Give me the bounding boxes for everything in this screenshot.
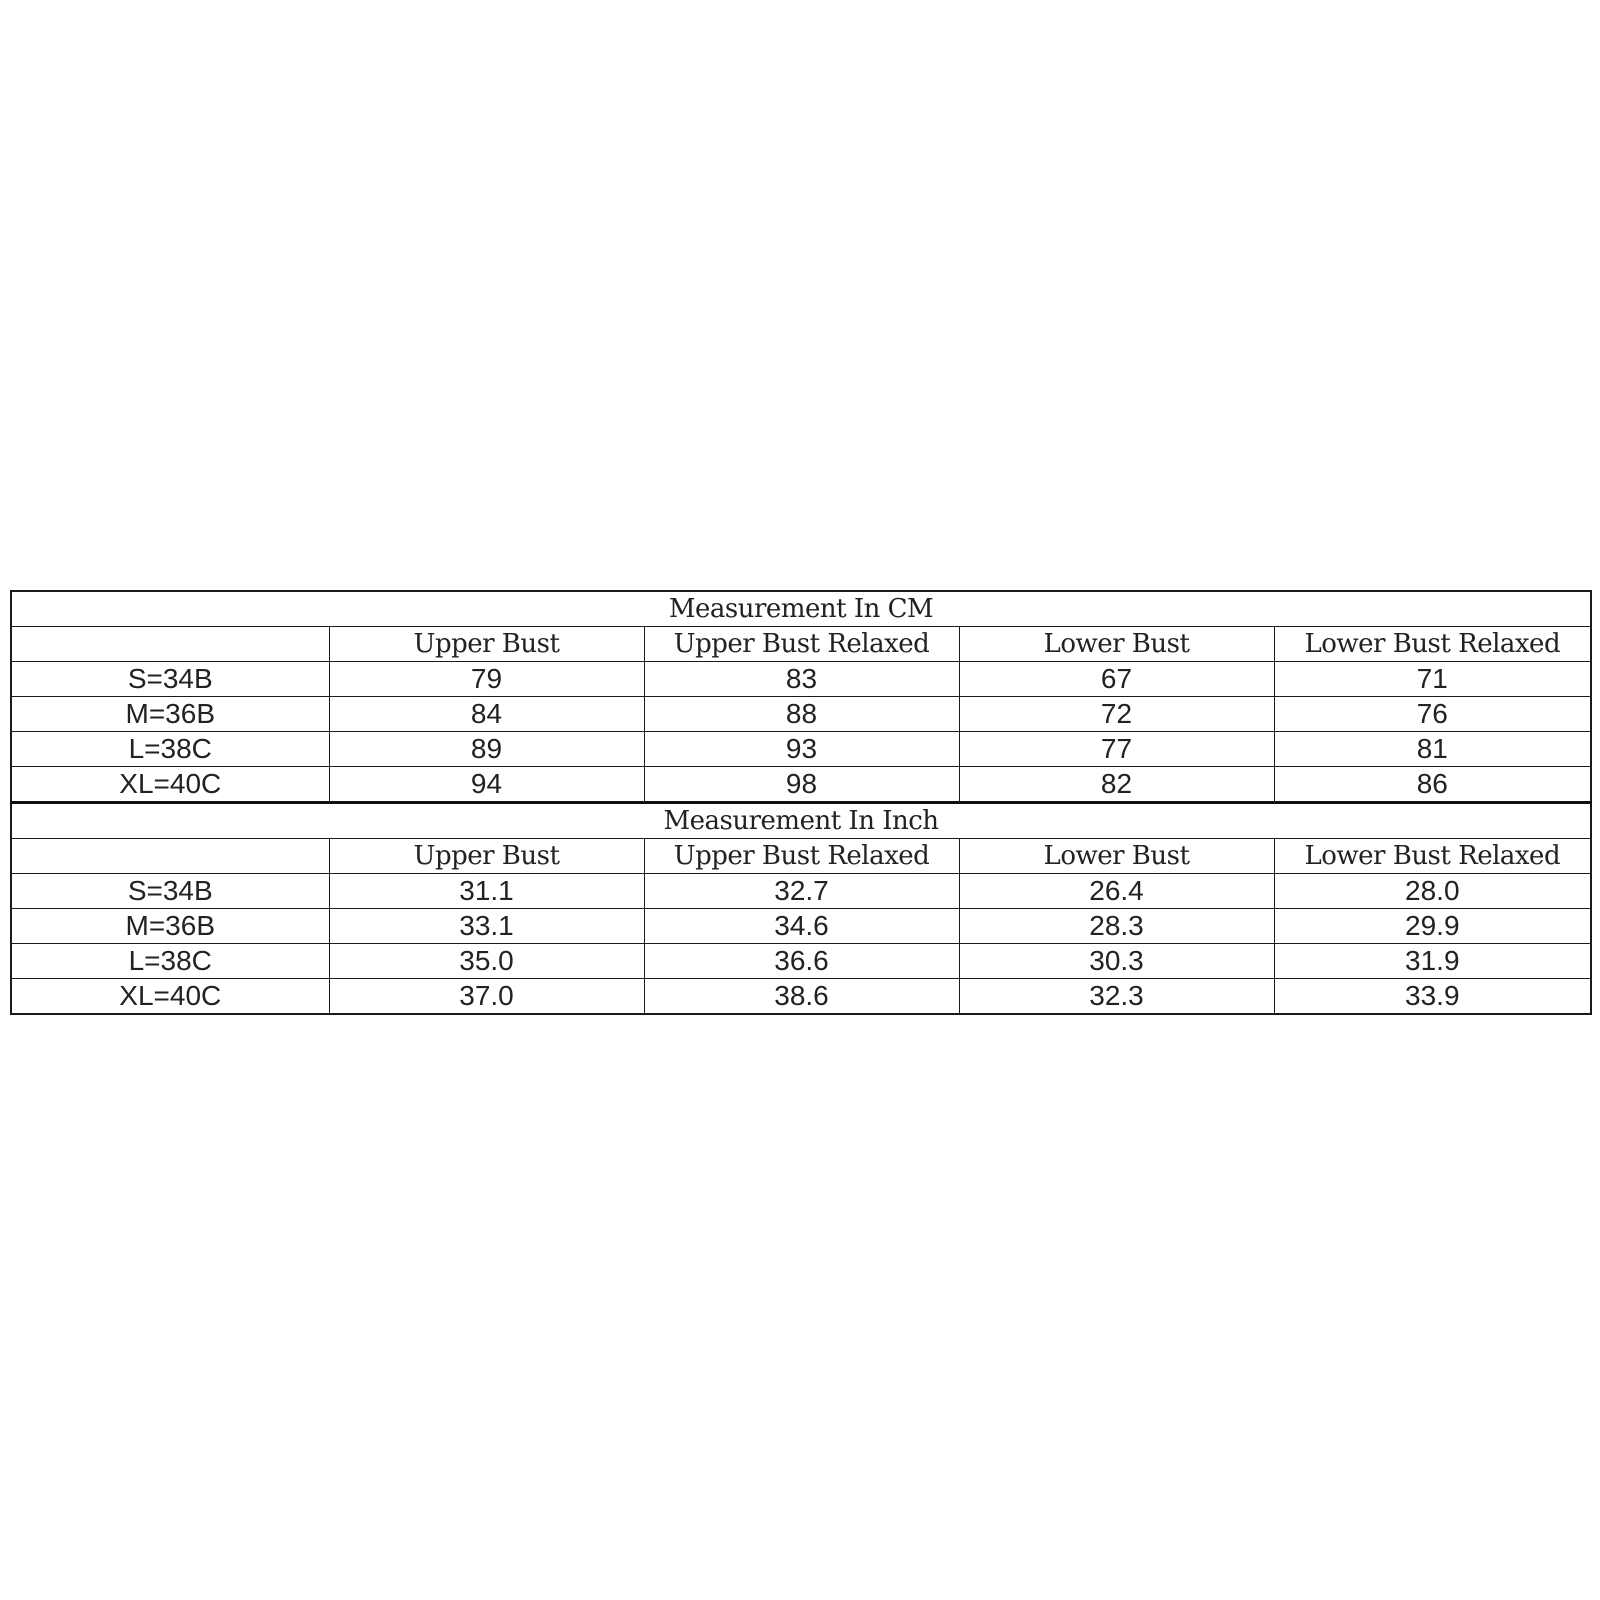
table-cell: 33.1 bbox=[329, 909, 644, 944]
column-header-lower-bust-relaxed: Lower Bust Relaxed bbox=[1274, 839, 1591, 874]
table-cell: 88 bbox=[644, 697, 959, 732]
size-label: XL=40C bbox=[11, 979, 329, 1015]
table-cell: 30.3 bbox=[959, 944, 1274, 979]
table-cell: 32.3 bbox=[959, 979, 1274, 1015]
table-cell: 32.7 bbox=[644, 874, 959, 909]
table-cell: 36.6 bbox=[644, 944, 959, 979]
table-cell: 31.9 bbox=[1274, 944, 1591, 979]
table-cell: 98 bbox=[644, 767, 959, 803]
table-row bbox=[11, 732, 1591, 767]
table-cell: 26.4 bbox=[959, 874, 1274, 909]
column-header-upper-bust: Upper Bust bbox=[329, 839, 644, 874]
table-cell: 83 bbox=[644, 662, 959, 697]
table-cell: 34.6 bbox=[644, 909, 959, 944]
table-row bbox=[11, 909, 1591, 944]
column-header-size bbox=[11, 839, 329, 874]
cm-section bbox=[11, 591, 1591, 803]
table-row bbox=[11, 662, 1591, 697]
size-label: S=34B bbox=[11, 662, 329, 697]
table-cell: 38.6 bbox=[644, 979, 959, 1015]
column-header-lower-bust: Lower Bust bbox=[959, 839, 1274, 874]
table-cell: 28.0 bbox=[1274, 874, 1591, 909]
table-cell: 37.0 bbox=[329, 979, 644, 1015]
table-cell: 77 bbox=[959, 732, 1274, 767]
table-row bbox=[11, 979, 1591, 1015]
size-label: M=36B bbox=[11, 909, 329, 944]
size-label: M=36B bbox=[11, 697, 329, 732]
table-cell: 93 bbox=[644, 732, 959, 767]
table-cell: 72 bbox=[959, 697, 1274, 732]
column-header-row bbox=[11, 839, 1591, 874]
table-cell: 82 bbox=[959, 767, 1274, 803]
column-header-upper-bust: Upper Bust bbox=[329, 627, 644, 662]
column-header-lower-bust-relaxed: Lower Bust Relaxed bbox=[1274, 627, 1591, 662]
column-header-upper-bust-relaxed: Upper Bust Relaxed bbox=[644, 839, 959, 874]
column-header-size bbox=[11, 627, 329, 662]
size-label: XL=40C bbox=[11, 767, 329, 803]
table-cell: 81 bbox=[1274, 732, 1591, 767]
table-cell: 71 bbox=[1274, 662, 1591, 697]
section-title: Measurement In CM bbox=[11, 591, 1591, 627]
table-cell: 89 bbox=[329, 732, 644, 767]
size-chart-table bbox=[10, 590, 1592, 1015]
table-row bbox=[11, 944, 1591, 979]
table-row bbox=[11, 874, 1591, 909]
column-header-lower-bust: Lower Bust bbox=[959, 627, 1274, 662]
size-label: S=34B bbox=[11, 874, 329, 909]
size-label: L=38C bbox=[11, 944, 329, 979]
table-cell: 31.1 bbox=[329, 874, 644, 909]
table-cell: 84 bbox=[329, 697, 644, 732]
inch-section bbox=[11, 803, 1591, 1015]
table-row bbox=[11, 767, 1591, 803]
table-cell: 33.9 bbox=[1274, 979, 1591, 1015]
size-label: L=38C bbox=[11, 732, 329, 767]
table-cell: 94 bbox=[329, 767, 644, 803]
table-cell: 76 bbox=[1274, 697, 1591, 732]
table-cell: 28.3 bbox=[959, 909, 1274, 944]
table-cell: 79 bbox=[329, 662, 644, 697]
column-header-upper-bust-relaxed: Upper Bust Relaxed bbox=[644, 627, 959, 662]
table-cell: 35.0 bbox=[329, 944, 644, 979]
table-cell: 29.9 bbox=[1274, 909, 1591, 944]
section-title-row bbox=[11, 591, 1591, 627]
section-title: Measurement In Inch bbox=[11, 803, 1591, 839]
column-header-row bbox=[11, 627, 1591, 662]
table-cell: 67 bbox=[959, 662, 1274, 697]
section-title-row bbox=[11, 803, 1591, 839]
table-cell: 86 bbox=[1274, 767, 1591, 803]
table-row bbox=[11, 697, 1591, 732]
